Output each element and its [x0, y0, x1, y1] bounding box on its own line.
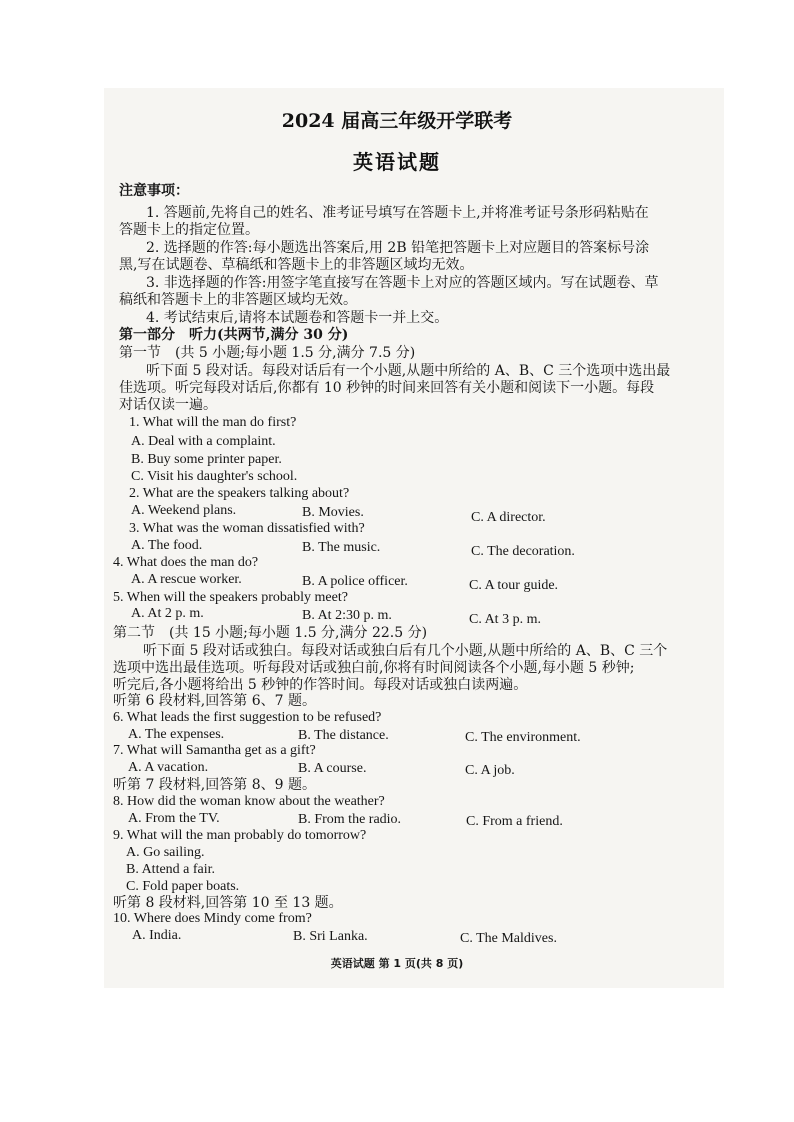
section1-instructions-a: 听下面 5 段对话。每段对话后有一个小题,从题中所给的 A、B、C 三个选项中选出最 — [146, 363, 671, 379]
section2-instructions-b: 选项中选出最佳选项。听每段对话或独白前,你将有时间阅读各个小题,每小题 5 秒钟; — [113, 660, 635, 676]
exam-title: 2024 届高三年级开学联考 — [281, 110, 513, 132]
q7-option-c: C. A job. — [465, 763, 515, 778]
q8-option-a: A. From the TV. — [128, 811, 220, 826]
notice-item-3a: 3. 非选择题的作答:用签字笔直接写在答题卡上对应的答题区域内。写在试题卷、草 — [146, 275, 659, 291]
q9-option-a: A. Go sailing. — [126, 845, 205, 860]
section2-heading: 第二节 (共 15 小题;每小题 1.5 分,满分 22.5 分) — [113, 625, 428, 641]
question-9: 9. What will the man probably do tomorrow? — [113, 828, 367, 843]
q1-option-a: A. Deal with a complaint. — [131, 434, 276, 449]
q2-option-a: A. Weekend plans. — [131, 503, 237, 518]
q9-option-b: B. Attend a fair. — [126, 862, 216, 877]
section2-instructions-c: 听完后,各小题将给出 5 秒钟的作答时间。每段对话或独白读两遍。 — [113, 677, 528, 693]
question-4: 4. What does the man do? — [113, 555, 259, 570]
q5-option-a: A. At 2 p. m. — [131, 606, 204, 621]
q4-option-b: B. A police officer. — [302, 574, 408, 589]
section1-instructions-b: 佳选项。听完每段对话后,你都有 10 秒钟的时间来回答有关小题和阅读下一小题。每段 — [119, 380, 655, 396]
q7-option-a: A. A vacation. — [128, 760, 209, 775]
q6-option-a: A. The expenses. — [128, 727, 225, 742]
part1-heading: 第一部分 听力(共两节,满分 30 分) — [119, 327, 349, 343]
material-6-instruction: 听第 6 段材料,回答第 6、7 题。 — [113, 693, 316, 709]
notice-heading: 注意事项： — [119, 183, 189, 199]
q1-option-b: B. Buy some printer paper. — [131, 452, 282, 467]
question-7: 7. What will Samantha get as a gift? — [113, 743, 316, 758]
question-8: 8. How did the woman know about the weather? — [113, 794, 385, 809]
q6-option-c: C. The environment. — [465, 730, 581, 745]
notice-item-4: 4. 考试结束后,请将本试题卷和答题卡一并上交。 — [146, 310, 449, 326]
q2-option-b: B. Movies. — [302, 505, 364, 520]
question-2: 2. What are the speakers talking about? — [129, 486, 350, 501]
q10-option-b: B. Sri Lanka. — [293, 929, 368, 944]
q7-option-b: B. A course. — [298, 761, 367, 776]
q5-option-c: C. At 3 p. m. — [469, 612, 541, 627]
q9-option-c: C. Fold paper boats. — [126, 879, 240, 894]
section1-instructions-c: 对话仅读一遍。 — [119, 397, 217, 413]
q4-option-c: C. A tour guide. — [469, 578, 559, 593]
q5-option-b: B. At 2:30 p. m. — [302, 608, 392, 623]
q1-option-c: C. Visit his daughter's school. — [131, 469, 298, 484]
notice-item-3b: 稿纸和答题卡上的非答题区域均无效。 — [119, 292, 357, 308]
material-7-instruction: 听第 7 段材料,回答第 8、9 题。 — [113, 777, 316, 793]
q3-option-b: B. The music. — [302, 540, 381, 555]
notice-item-2a: 2. 选择题的作答:每小题选出答案后,用 2B 铅笔把答题卡上对应题目的答案标号涂 — [146, 240, 650, 256]
q6-option-b: B. The distance. — [298, 728, 389, 743]
question-5: 5. When will the speakers probably meet? — [113, 590, 348, 605]
question-6: 6. What leads the first suggestion to be refused? — [113, 710, 382, 725]
notice-item-1b: 答题卡上的指定位置。 — [119, 222, 259, 238]
question-1: 1. What will the man do first? — [129, 415, 297, 430]
q3-option-c: C. The decoration. — [471, 544, 575, 559]
q10-option-c: C. The Maldives. — [460, 931, 557, 946]
q3-option-a: A. The food. — [131, 538, 203, 553]
q4-option-a: A. A rescue worker. — [131, 572, 242, 587]
notice-item-1a: 1. 答题前,先将自己的姓名、准考证号填写在答题卡上,并将准考证号条形码粘贴在 — [146, 205, 649, 221]
question-10: 10. Where does Mindy come from? — [113, 911, 312, 926]
question-3: 3. What was the woman dissatisfied with? — [129, 521, 365, 536]
page-footer: 英语试题 第 1 页(共 8 页) — [330, 957, 464, 970]
q10-option-a: A. India. — [132, 928, 182, 943]
q8-option-b: B. From the radio. — [298, 812, 402, 827]
section1-heading: 第一节 (共 5 小题;每小题 1.5 分,满分 7.5 分) — [119, 345, 416, 361]
q8-option-c: C. From a friend. — [466, 814, 563, 829]
exam-subtitle: 英语试题 — [353, 150, 441, 174]
material-8-instruction: 听第 8 段材料,回答第 10 至 13 题。 — [113, 895, 343, 911]
notice-item-2b: 黑,写在试题卷、草稿纸和答题卡上的非答题区域均无效。 — [119, 257, 474, 273]
section2-instructions-a: 听下面 5 段对话或独白。每段对话或独白后有几个小题,从题中所给的 A、B、C 三个 — [143, 643, 668, 659]
q2-option-c: C. A director. — [471, 510, 546, 525]
